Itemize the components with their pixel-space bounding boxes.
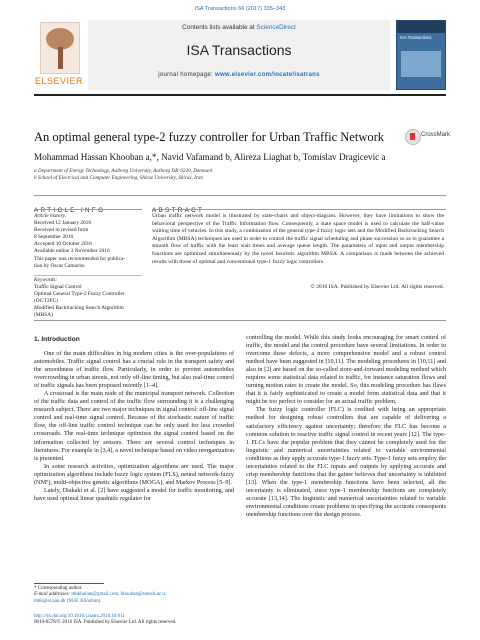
crossmark-label: CrossMark (421, 132, 451, 138)
paragraph: Lately, Diakaki et al. [2] have suggested a model for traffic monitoring, and have used optimal linear quadratic regulator for (34, 487, 234, 502)
journal-reference[interactable]: ISA Transactions 66 (2017) 335–343 (194, 6, 286, 12)
sciencedirect-link[interactable]: ScienceDirect (256, 24, 296, 31)
email-links[interactable]: mhkhoban@gmail.com, khooban@sutech.ac.ir, (71, 592, 167, 598)
paragraph: controlling the model. While this study looks encouraging for smart control of traffic, the model and the control procedure have several limitations. In order to overcome these defects, a more comprehensive model and a robust control method have been suggested in [10,11]. The modeling procedures in [10,11] and also in [2] are based on the so-called store-and-forward modeling method which requires some statistical data related to traffic, for instance saturation flows and turning motion rates to create the model. So, this modeling procedure has flaws that it is fairly sophisticated to create a model from statistical data and that it might be too perfect to consider for an actual traffic problem. (246, 335, 446, 406)
keywords: Keywords: Traffic Signal Control Optimal General Type-2 Fuzzy Controller (OGT2FC) Modified Backtracking Search Algorithm (MBSA) (34, 277, 125, 319)
abstract-heading: ABSTRACT (152, 207, 205, 214)
journal-title: ISA Transactions (186, 42, 292, 58)
paragraph: A crossroad is the main node of the municipal transport network. Collection of the traffic data and control of the traffic flow surrounding it is a challenging research subject. There are two major techniques in signal control: off-line signal control and real-time signal control. Because of the stochastic nature of traffic flow, the off-line traffic control technique can be only used for less crowded crossroads. The real-time technique optimizes the signal control based on the information collected by sensors. There are several control techniques in literatures. For example in [3,4], a novel technique based on video reorganization is presented. (34, 391, 234, 462)
article-title: An optimal general type-2 fuzzy controller for Urban Traffic Network (34, 130, 385, 144)
affiliation-a: a Department of Energy Technology, Aalborg University, Aalborg DK-9220, Denmark (34, 168, 213, 174)
cover-title: ISA Transactions (400, 35, 432, 40)
abstract-bottom-rule (34, 320, 446, 321)
crossmark-badge[interactable] (405, 127, 451, 149)
article-history: Article history: Received 12 January 2016 Received in revised form 8 September 2016 Accepted 10 October 2016 Available online 3 November 2016 This paper was recommended for publica- tion by Oscar Camacho (34, 213, 126, 269)
paragraph: In some research activities, optimization algorithms are used. The major optimization algorithms include fuzzy logic system (FLS), neural network-fuzzy (NNF), multi-objective genetic algorithms (MOGA), and Markov Process [5–9]. (34, 463, 234, 486)
footnote-rule (34, 583, 104, 584)
journal-header (88, 20, 390, 90)
homepage-line: journal homepage: www.elsevier.com/locate/isatrans (158, 72, 320, 78)
abstract-rule (152, 209, 446, 210)
contents-line: Contents lists available at ScienceDirect (182, 24, 296, 31)
paragraph: The fuzzy logic controller (FLC) is credited with being an appropriate method for designing robust controllers that are capable of delivering a satisfactory efficiency against uncertainty; therefore the FLC has become a common solution to reactive traffic signal control in recent years [12]. The type-1 FLCs have the popular problem that they cannot be completely used for the linguistic and numerical uncertainties related to variable environmental conditions as they apply accurate type-1 fuzzy sets. Type-1 fuzzy sets employ the uncertainties related to the FLC inputs and outputs by applying accurate and crisp membership functions that the gainer believes that uncertainty is inhibited [13]. When the type-1 membership functions have been selected, all the uncertainty is eliminated, since type-1 membership functions are completely accurate [13,14]. The linguistic and numerical uncertainties related to variable environmental conditions create problems in specifying the accurate consequents membership functions over the design process. (246, 407, 446, 519)
keywords-rule (34, 275, 142, 276)
paragraph: One of the main difficulties in big modern cities is the over-populations of automobiles. Traffic signal control has a crucial role in the transport safety and the smoothness of traffic flow. Particularly, in order to prevent automobiles overcrowding in urban streets, not only off-line timing, but also real-time control of traffic signals has been proposed recently [1–4]. (34, 351, 234, 390)
author-list: Mohammad Hassan Khooban a,*, Navid Vafamand b, Alireza Liaghat b, Tomislav Dragicevic a (34, 152, 386, 162)
homepage-link[interactable]: www.elsevier.com/locate/isatrans (215, 72, 320, 78)
doi-link[interactable]: http://dx.doi.org/10.1016/j.isatra.2016.10.011 (34, 614, 125, 619)
body-left-column (34, 350, 234, 503)
article-info-heading: ARTICLE INFO (34, 207, 106, 214)
abstract-text: Urban traffic network model is illustrated by state-charts and object-diagram. However, they have limitations to show the behavioral perspective of the Traffic Information flow. Consequently, a state space model is used to calculate the half-value waiting time of vehicles. In this study, a combination of the general type-2 fuzzy logic sets and the Modified Backtracking Search Algorithm (MBSA) techniques are used in order to control the traffic signal scheduling and phase succession so as to guarantee a smooth flow of traffic with the least wait times and average queue length. The parameters of input and output membership functions are optimized simultaneously by the novel heuristic algorithm MBSA. A comparison is made between the achieved results with those of optimal and conventional type-1 fuzzy logic controllers. (152, 213, 444, 265)
body-right-column (246, 334, 446, 519)
affiliation-b: b School of Electrical and Computer Engineering, Shiraz University, Shiraz, Iran (34, 175, 204, 181)
elsevier-tree-icon (40, 22, 80, 74)
info-top-rule (34, 195, 446, 196)
section-heading-introduction: 1. Introduction (34, 336, 80, 343)
publisher-name: ELSEVIER (34, 76, 84, 86)
info-rule (34, 209, 142, 210)
elsevier-logo[interactable] (34, 20, 84, 88)
doi-block (34, 614, 334, 627)
abstract-copyright: © 2016 ISA. Published by Elsevier Ltd. All rights reserved. (310, 284, 444, 290)
crossmark-icon (405, 129, 421, 145)
issn-line: 0019-0578/© 2016 ISA. Published by Elsevier Ltd. All rights reserved. (34, 620, 177, 626)
footnote: * Corresponding author. E-mail addresses: mhkhoban@gmail.com, khooban@sutech.ac.ir, mhk@et.aau.dk (M.H. Khooban). (34, 586, 234, 605)
email-link-2[interactable]: mhk@et.aau.dk (M.H. Khooban). (34, 598, 102, 604)
journal-cover (396, 20, 446, 90)
header-rule (34, 94, 446, 96)
